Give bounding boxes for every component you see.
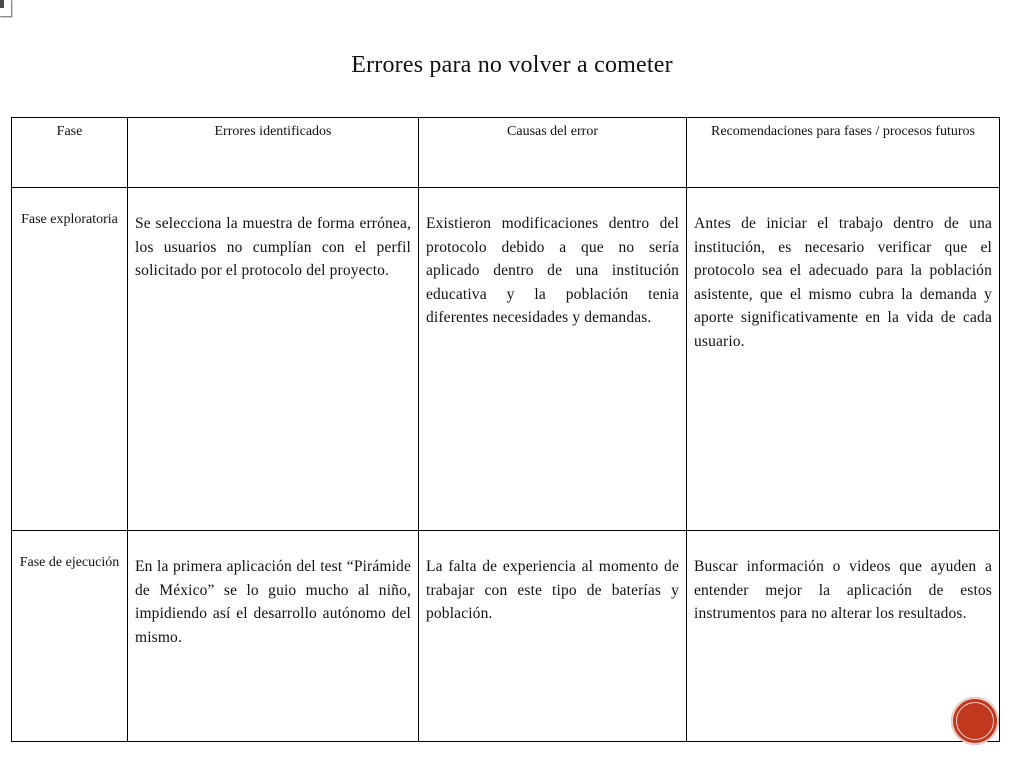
cell-phase: Fase exploratoria <box>12 188 128 531</box>
cell-recommendations: Buscar información o videos que ayuden a entender mejor la aplicación de estos instrumentos para no alterar los resultados. <box>687 531 1000 742</box>
table-row <box>12 531 1000 742</box>
cell-causes: La falta de experiencia al momento de trabajar con este tipo de baterías y población. <box>419 531 687 742</box>
slide-nav-circle-button[interactable] <box>951 697 999 745</box>
header-recommendations: Recomendaciones para fases / procesos futuros <box>687 118 1000 188</box>
header-phase: Fase <box>12 118 128 188</box>
slide-corner-accent <box>0 0 4 8</box>
errors-table <box>11 117 1000 742</box>
cell-recommendations: Antes de iniciar el trabajo dentro de una institución, es necesario verificar que el protocolo sea el adecuado para la población asistente, que el mismo cubra la demanda y aporte significativamente en la vida de cada usuario. <box>687 188 1000 531</box>
slide-title: Errores para no volver a cometer <box>351 52 673 78</box>
header-errors: Errores identificados <box>128 118 419 188</box>
table-row <box>12 188 1000 531</box>
cell-errors: En la primera aplicación del test “Pirámide de México” se lo guio mucho al niño, impidiendo así el desarrollo autónomo del mismo. <box>128 531 419 742</box>
header-causes: Causas del error <box>419 118 687 188</box>
cell-causes: Existieron modificaciones dentro del protocolo debido a que no sería aplicado dentro de una institución educativa y la población tenia diferentes necesidades y demandas. <box>419 188 687 531</box>
table-header-row <box>12 118 1000 188</box>
cell-phase: Fase de ejecución <box>12 531 128 742</box>
cell-errors: Se selecciona la muestra de forma errónea, los usuarios no cumplían con el perfil solicitado por el protocolo del proyecto. <box>128 188 419 531</box>
